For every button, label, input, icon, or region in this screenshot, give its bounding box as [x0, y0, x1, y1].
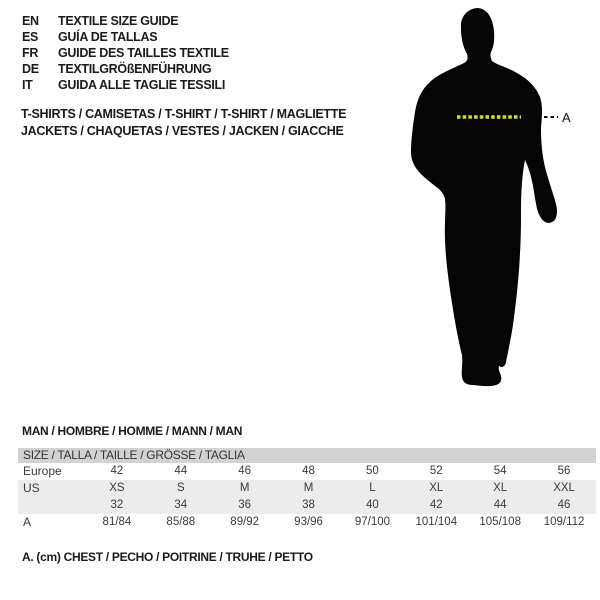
table-cell: 97/100 — [354, 516, 391, 528]
table-cell: 46 — [557, 499, 571, 511]
language-label: TEXTILGRÖßENFÜHRUNG — [58, 62, 212, 76]
table-cell: 89/92 — [230, 516, 260, 528]
table-cell: 42 — [110, 465, 124, 477]
table-row-us-numbers — [18, 497, 596, 514]
table-cell: 38 — [302, 499, 315, 511]
language-code: EN — [22, 14, 39, 28]
language-list — [22, 13, 229, 93]
man-silhouette-shape — [411, 8, 557, 386]
table-cell: 81/84 — [102, 516, 132, 528]
language-row-fr — [22, 45, 229, 61]
language-row-en — [22, 13, 229, 29]
size-table — [18, 448, 596, 531]
table-cell: 48 — [302, 465, 315, 477]
table-cell: M — [303, 482, 314, 494]
table-cell: 54 — [493, 465, 507, 477]
measure-label-a: A — [562, 110, 571, 125]
table-cell: 56 — [557, 465, 571, 477]
table-cell: 42 — [429, 499, 443, 511]
table-cell: 44 — [493, 499, 507, 511]
table-cell: 101/104 — [415, 516, 458, 528]
table-cell: S — [176, 482, 185, 494]
table-cell: 34 — [174, 499, 188, 511]
table-cell: L — [369, 482, 376, 494]
language-label: TEXTILE SIZE GUIDE — [58, 14, 179, 28]
table-cell: 93/96 — [294, 516, 323, 528]
row-label: Europe — [23, 464, 62, 478]
table-cell: 44 — [174, 465, 188, 477]
table-cell: XS — [109, 482, 125, 494]
table-row-europe — [18, 463, 596, 480]
language-row-de — [22, 61, 229, 77]
table-cell: XL — [493, 482, 508, 494]
table-cell: 36 — [238, 499, 252, 511]
language-code: IT — [22, 78, 33, 92]
table-cell: 109/112 — [543, 516, 585, 528]
language-code: FR — [22, 46, 39, 60]
row-label: US — [23, 481, 40, 495]
table-cell: 105/108 — [479, 516, 521, 528]
section-title: MAN / HOMBRE / HOMME / MANN / MAN — [22, 424, 243, 438]
language-code: ES — [22, 30, 39, 44]
table-cell: 50 — [366, 465, 379, 477]
language-label: GUIDA ALLE TAGLIE TESSILI — [58, 78, 226, 92]
category-list — [21, 106, 346, 140]
language-row-es — [22, 29, 229, 45]
language-label: GUÍA DE TALLAS — [58, 30, 158, 44]
category-tshirts: T-SHIRTS / CAMISETAS / T-SHIRT / T-SHIRT / MAGLIETTE — [21, 107, 347, 121]
table-cell: 52 — [429, 465, 443, 477]
language-row-it — [22, 77, 229, 93]
category-jackets: JACKETS / CHAQUETAS / VESTES / JACKEN / GIACCHE — [21, 124, 344, 138]
table-cell: XL — [429, 482, 444, 494]
table-cell: 46 — [238, 465, 252, 477]
table-cell: 85/88 — [166, 516, 196, 528]
size-table-header: SIZE / TALLA / TAILLE / GRÖSSE / TAGLIA — [18, 448, 596, 463]
table-row-us-letters — [18, 480, 596, 497]
table-row-chest-a — [18, 514, 596, 531]
man-silhouette-figure — [390, 5, 600, 395]
table-cell: M — [239, 482, 250, 494]
table-cell: XXL — [553, 482, 575, 494]
language-code: DE — [22, 62, 39, 76]
language-label: GUIDE DES TAILLES TEXTILE — [58, 46, 229, 60]
table-cell: 32 — [110, 499, 124, 511]
footnote: A. (cm) CHEST / PECHO / POITRINE / TRUHE / PETTO — [22, 550, 313, 564]
table-cell: 40 — [366, 499, 379, 511]
row-label: A — [23, 515, 32, 529]
